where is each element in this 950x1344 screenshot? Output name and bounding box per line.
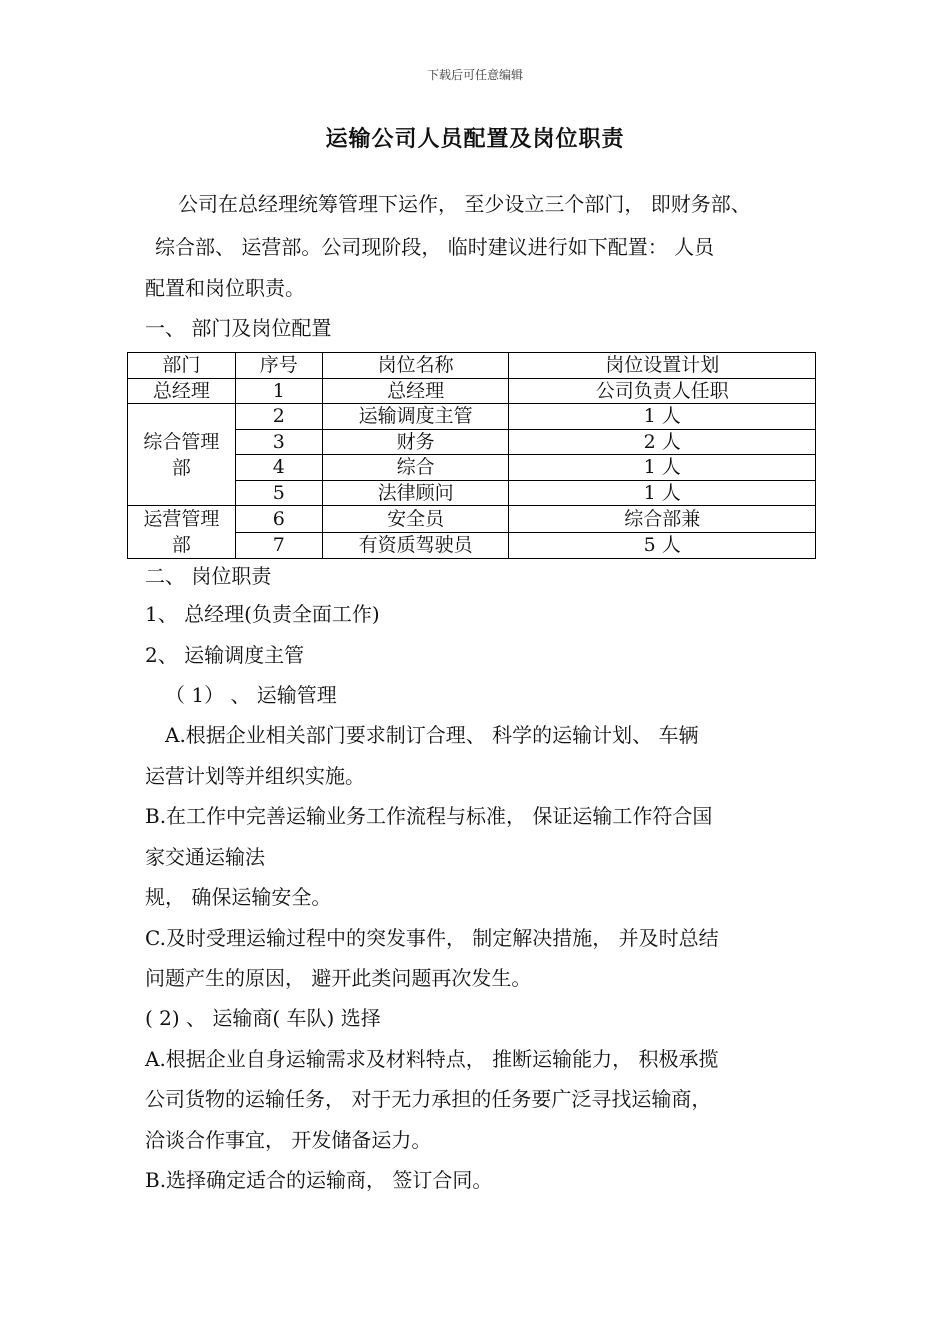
row-no: 1 <box>235 378 322 404</box>
dept-cell: 总经理 <box>128 378 236 404</box>
body-line: ( 2) 、 运输商( 车队) 选择 <box>145 1006 381 1030</box>
row-plan: 1 人 <box>509 480 816 506</box>
body-line: 洽谈合作事宜， 开发储备运力。 <box>145 1128 432 1152</box>
row-position: 财务 <box>322 429 509 455</box>
header-note: 下载后可任意编辑 <box>426 68 523 82</box>
row-position: 综合 <box>322 455 509 481</box>
body-line: （ 1） 、 运输管理 <box>165 683 337 707</box>
row-plan: 1 人 <box>509 455 816 481</box>
body-line: 家交通运输法 <box>145 845 265 869</box>
intro-line-2: 综合部、 运营部。公司现阶段， 临时建议进行如下配置： 人员 <box>155 235 715 259</box>
row-position: 总经理 <box>322 378 509 404</box>
table-header-plan: 岗位设置计划 <box>509 353 816 379</box>
body-line: A.根据企业自身运输需求及材料特点， 推断运输能力， 积极承揽 <box>145 1047 719 1071</box>
body-line: 1、 总经理(负责全面工作) <box>145 602 380 626</box>
document-title: 运输公司人员配置及岗位职责 <box>325 126 625 152</box>
body-line: B.选择确定适合的运输商， 签订合同。 <box>145 1168 493 1192</box>
row-position: 安全员 <box>322 506 509 533</box>
row-no: 7 <box>235 532 322 559</box>
dept-cell <box>128 506 236 559</box>
section-heading-2: 二、 岗位职责 <box>145 564 272 588</box>
dept-cell-line: 部 <box>171 534 191 556</box>
dept-cell <box>128 404 236 506</box>
body-line: 规， 确保运输安全。 <box>145 885 332 909</box>
table-header-position: 岗位名称 <box>322 353 509 379</box>
section-heading-1: 一、 部门及岗位配置 <box>145 316 332 340</box>
row-position: 有资质驾驶员 <box>322 532 509 559</box>
table-header-row <box>128 353 816 379</box>
body-line: C.及时受理运输过程中的突发事件， 制定解决措施， 并及时总结 <box>145 926 719 950</box>
intro-line-3: 配置和岗位职责。 <box>145 276 305 300</box>
row-position: 运输调度主管 <box>322 404 509 430</box>
dept-cell-line: 运营管理 <box>143 508 220 530</box>
row-no: 5 <box>235 480 322 506</box>
row-position: 法律顾问 <box>322 480 509 506</box>
dept-cell-line: 部 <box>171 456 191 479</box>
row-no: 2 <box>235 404 322 430</box>
table-header-dept: 部门 <box>128 353 236 379</box>
table-header-no: 序号 <box>235 353 322 379</box>
row-plan: 综合部兼 <box>509 506 816 533</box>
body-line: A.根据企业相关部门要求制订合理、 科学的运输计划、 车辆 <box>165 723 699 747</box>
row-no: 3 <box>235 429 322 455</box>
body-line: 运营计划等并组织实施。 <box>145 764 365 788</box>
body-line: 公司货物的运输任务， 对于无力承担的任务要广泛寻找运输商， <box>145 1087 712 1111</box>
dept-cell-line: 综合管理 <box>143 430 220 453</box>
table-row <box>128 506 816 533</box>
row-no: 6 <box>235 506 322 533</box>
body-line: 2、 运输调度主管 <box>145 643 305 667</box>
body-line: 问题产生的原因， 避开此类问题再次发生。 <box>145 966 532 990</box>
row-plan: 5 人 <box>509 532 816 559</box>
staff-table <box>127 352 816 559</box>
row-plan: 公司负责人任职 <box>509 378 816 404</box>
row-no: 4 <box>235 455 322 481</box>
intro-line-1: 公司在总经理统筹管理下运作， 至少设立三个部门， 即财务部、 <box>178 192 751 216</box>
body-line: B.在工作中完善运输业务工作流程与标准， 保证运输工作符合国 <box>145 804 713 828</box>
table-row <box>128 378 816 404</box>
row-plan: 2 人 <box>509 429 816 455</box>
row-plan: 1 人 <box>509 404 816 430</box>
table-row <box>128 404 816 430</box>
